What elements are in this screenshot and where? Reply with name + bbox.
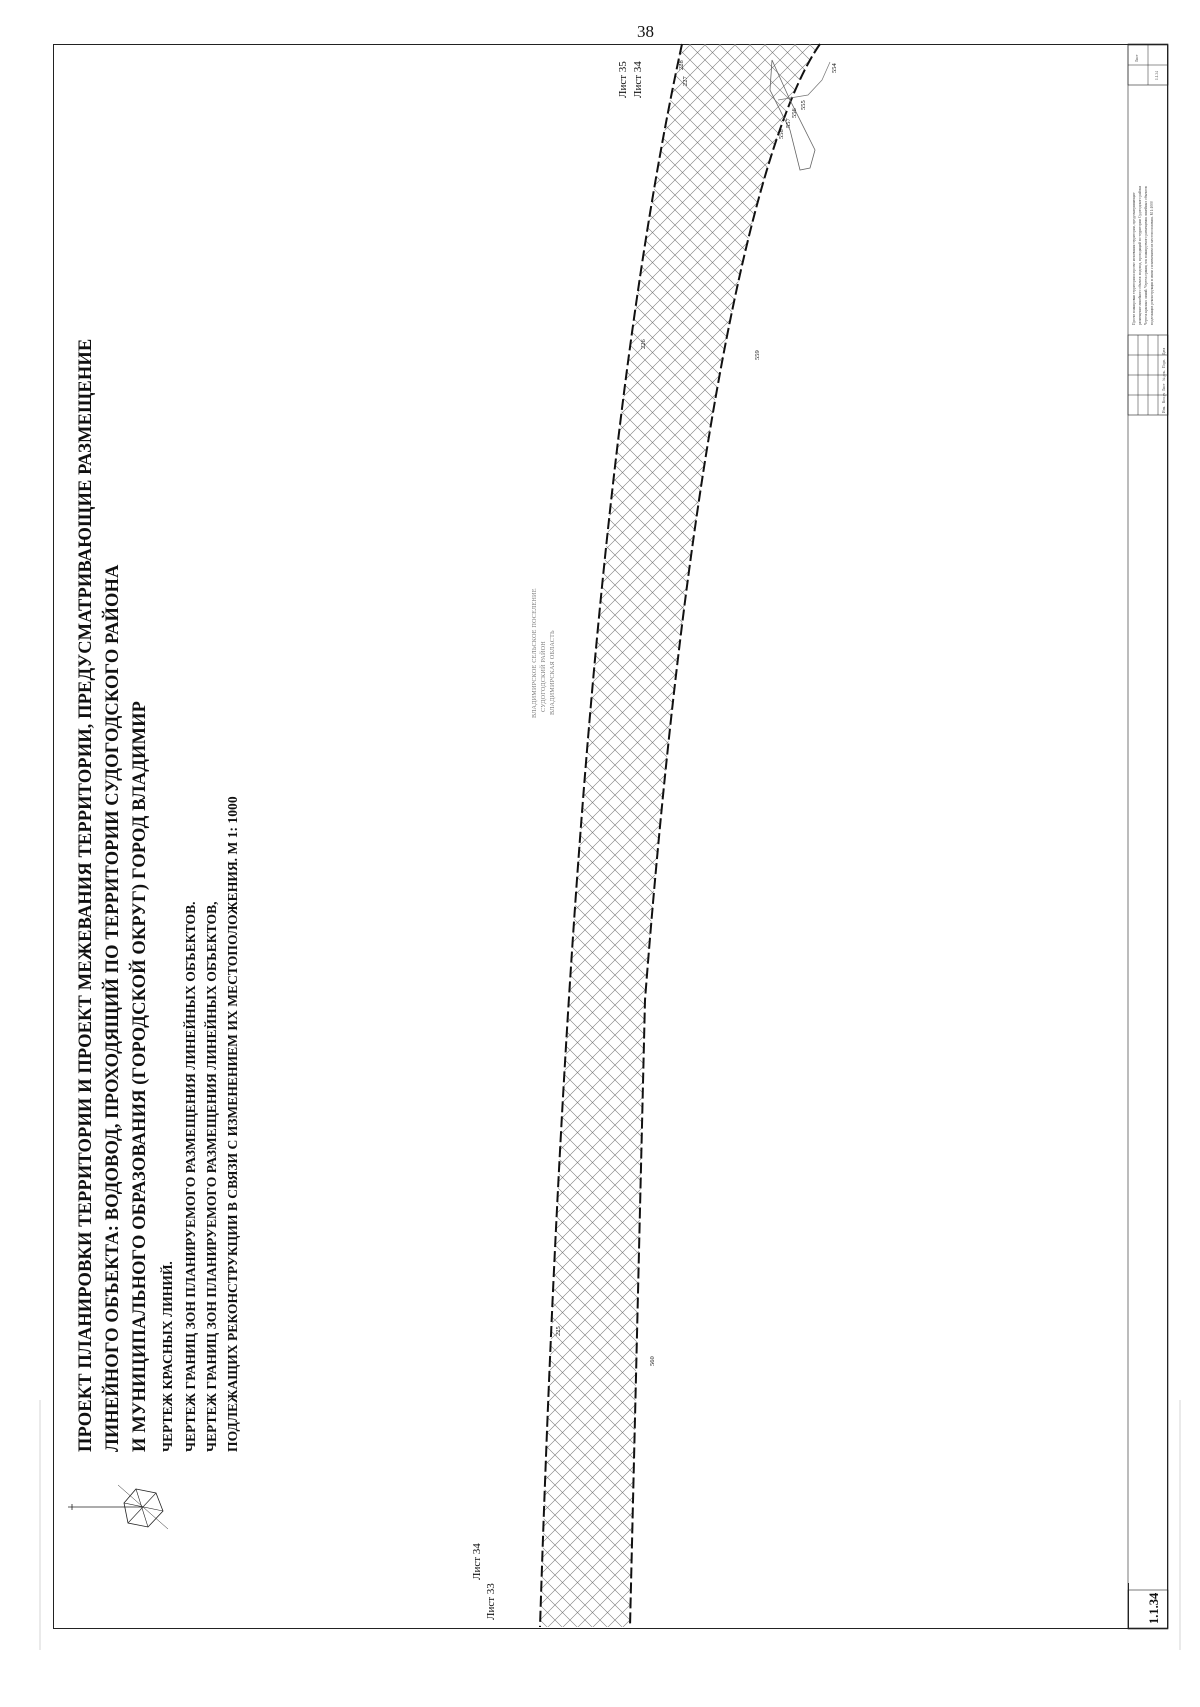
stamp-col-4: № док. (1162, 370, 1166, 381)
sheet-label-bottom-lower: Лист 33 (485, 1583, 497, 1620)
sheet-code: 1.1.34 (1147, 1592, 1161, 1624)
page-number: 38 (637, 22, 654, 41)
point-label-560: 560 (649, 1356, 656, 1366)
stamp-sheet-header: Лист (1135, 54, 1139, 62)
sheet-code-box (1128, 1583, 1161, 1628)
point-label-226: 226 (640, 339, 647, 349)
stamp-col-1: Изм. (1162, 405, 1166, 413)
point-label-228: 228 (678, 60, 685, 70)
stamp-note-1: Проект планировки территории и проект межевания территории, предусматривающие (1132, 192, 1136, 325)
point-label-556: 556 (791, 108, 798, 118)
point-label-555: 555 (800, 100, 807, 110)
title-line-1: ПРОЕКТ ПЛАНИРОВКИ ТЕРРИТОРИИ И ПРОЕКТ МЕЖЕВАНИЯ ТЕРРИТОРИИ, ПРЕДУСМАТРИВАЮЩИЕ РАЗМЕЩЕНИЕ (76, 338, 96, 1452)
point-label-227: 227 (682, 76, 689, 86)
drawing-name-3: ЧЕРТЕЖ ГРАНИЦ ЗОН ПЛАНИРУЕМОГО РАЗМЕЩЕНИЯ ЛИНЕЙНЫХ ОБЪЕКТОВ, (204, 901, 219, 1452)
drawing-name-4: ПОДЛЕЖАЩИХ РЕКОНСТРУКЦИИ В СВЯЗИ С ИЗМЕНЕНИЕМ ИХ МЕСТОПОЛОЖЕНИЯ. М 1: 1000 (225, 796, 240, 1452)
territory-label-2: СУДОГОДСКИЙ РАЙОН (540, 641, 547, 712)
drawing-name-2: ЧЕРТЕЖ ГРАНИЦ ЗОН ПЛАНИРУЕМОГО РАЗМЕЩЕНИЯ ЛИНЕЙНЫХ ОБЪЕКТОВ. (183, 901, 198, 1452)
point-label-559: 559 (754, 350, 761, 360)
point-label-557: 557 (785, 118, 792, 128)
stamp-col-6: Дата (1162, 347, 1166, 355)
stamp-note-3: Чертеж красных линий. Чертеж границ зон планируемого размещения линейных объектов (1144, 186, 1148, 325)
stamp-col-5: Подп. (1162, 359, 1166, 368)
stamp-col-2: Кол.уч (1162, 392, 1166, 403)
sheet-label-bottom-upper: Лист 34 (471, 1543, 483, 1580)
drawing-name-1: ЧЕРТЕЖ КРАСНЫХ ЛИНИЙ. (160, 1261, 175, 1452)
territory-label-3: ВЛАДИМИРСКАЯ ОБЛАСТЬ (549, 630, 556, 715)
stamp-note-4: подлежащих реконструкции в связи с изменением их местоположения. М 1:1000 (1150, 201, 1154, 325)
stamp-col-3: Лист (1162, 383, 1166, 391)
point-label-558: 558 (778, 129, 785, 139)
title-line-2: ЛИНЕЙНОГО ОБЪЕКТА: ВОДОВОД, ПРОХОДЯЩИЙ ПО ТЕРРИТОРИИ СУДОГОДСКОГО РАЙОНА (103, 564, 123, 1452)
north-arrow-icon (68, 1485, 168, 1529)
stamp-sheet-value: 1.1.34 (1155, 71, 1159, 80)
point-label-225: 225 (555, 1326, 562, 1336)
planned-zone-corridor (540, 44, 820, 1627)
sheet-label-top-lower: Лист 34 (632, 61, 644, 98)
sheet-label-top-upper: Лист 35 (617, 61, 629, 98)
stamp-note-2: размещение линейного объекта: водовод, проходящий по территории Судогодского района (1138, 185, 1142, 325)
title-line-3: И МУНИЦИПАЛЬНОГО ОБРАЗОВАНИЯ (ГОРОДСКОЙ ОКРУГ) ГОРОД ВЛАДИМИР (130, 701, 150, 1452)
point-label-554: 554 (831, 63, 838, 73)
territory-label-1: ВЛАДИМИРСКОЕ СЕЛЬСКОЕ ПОСЕЛЕНИЕ (531, 588, 538, 718)
